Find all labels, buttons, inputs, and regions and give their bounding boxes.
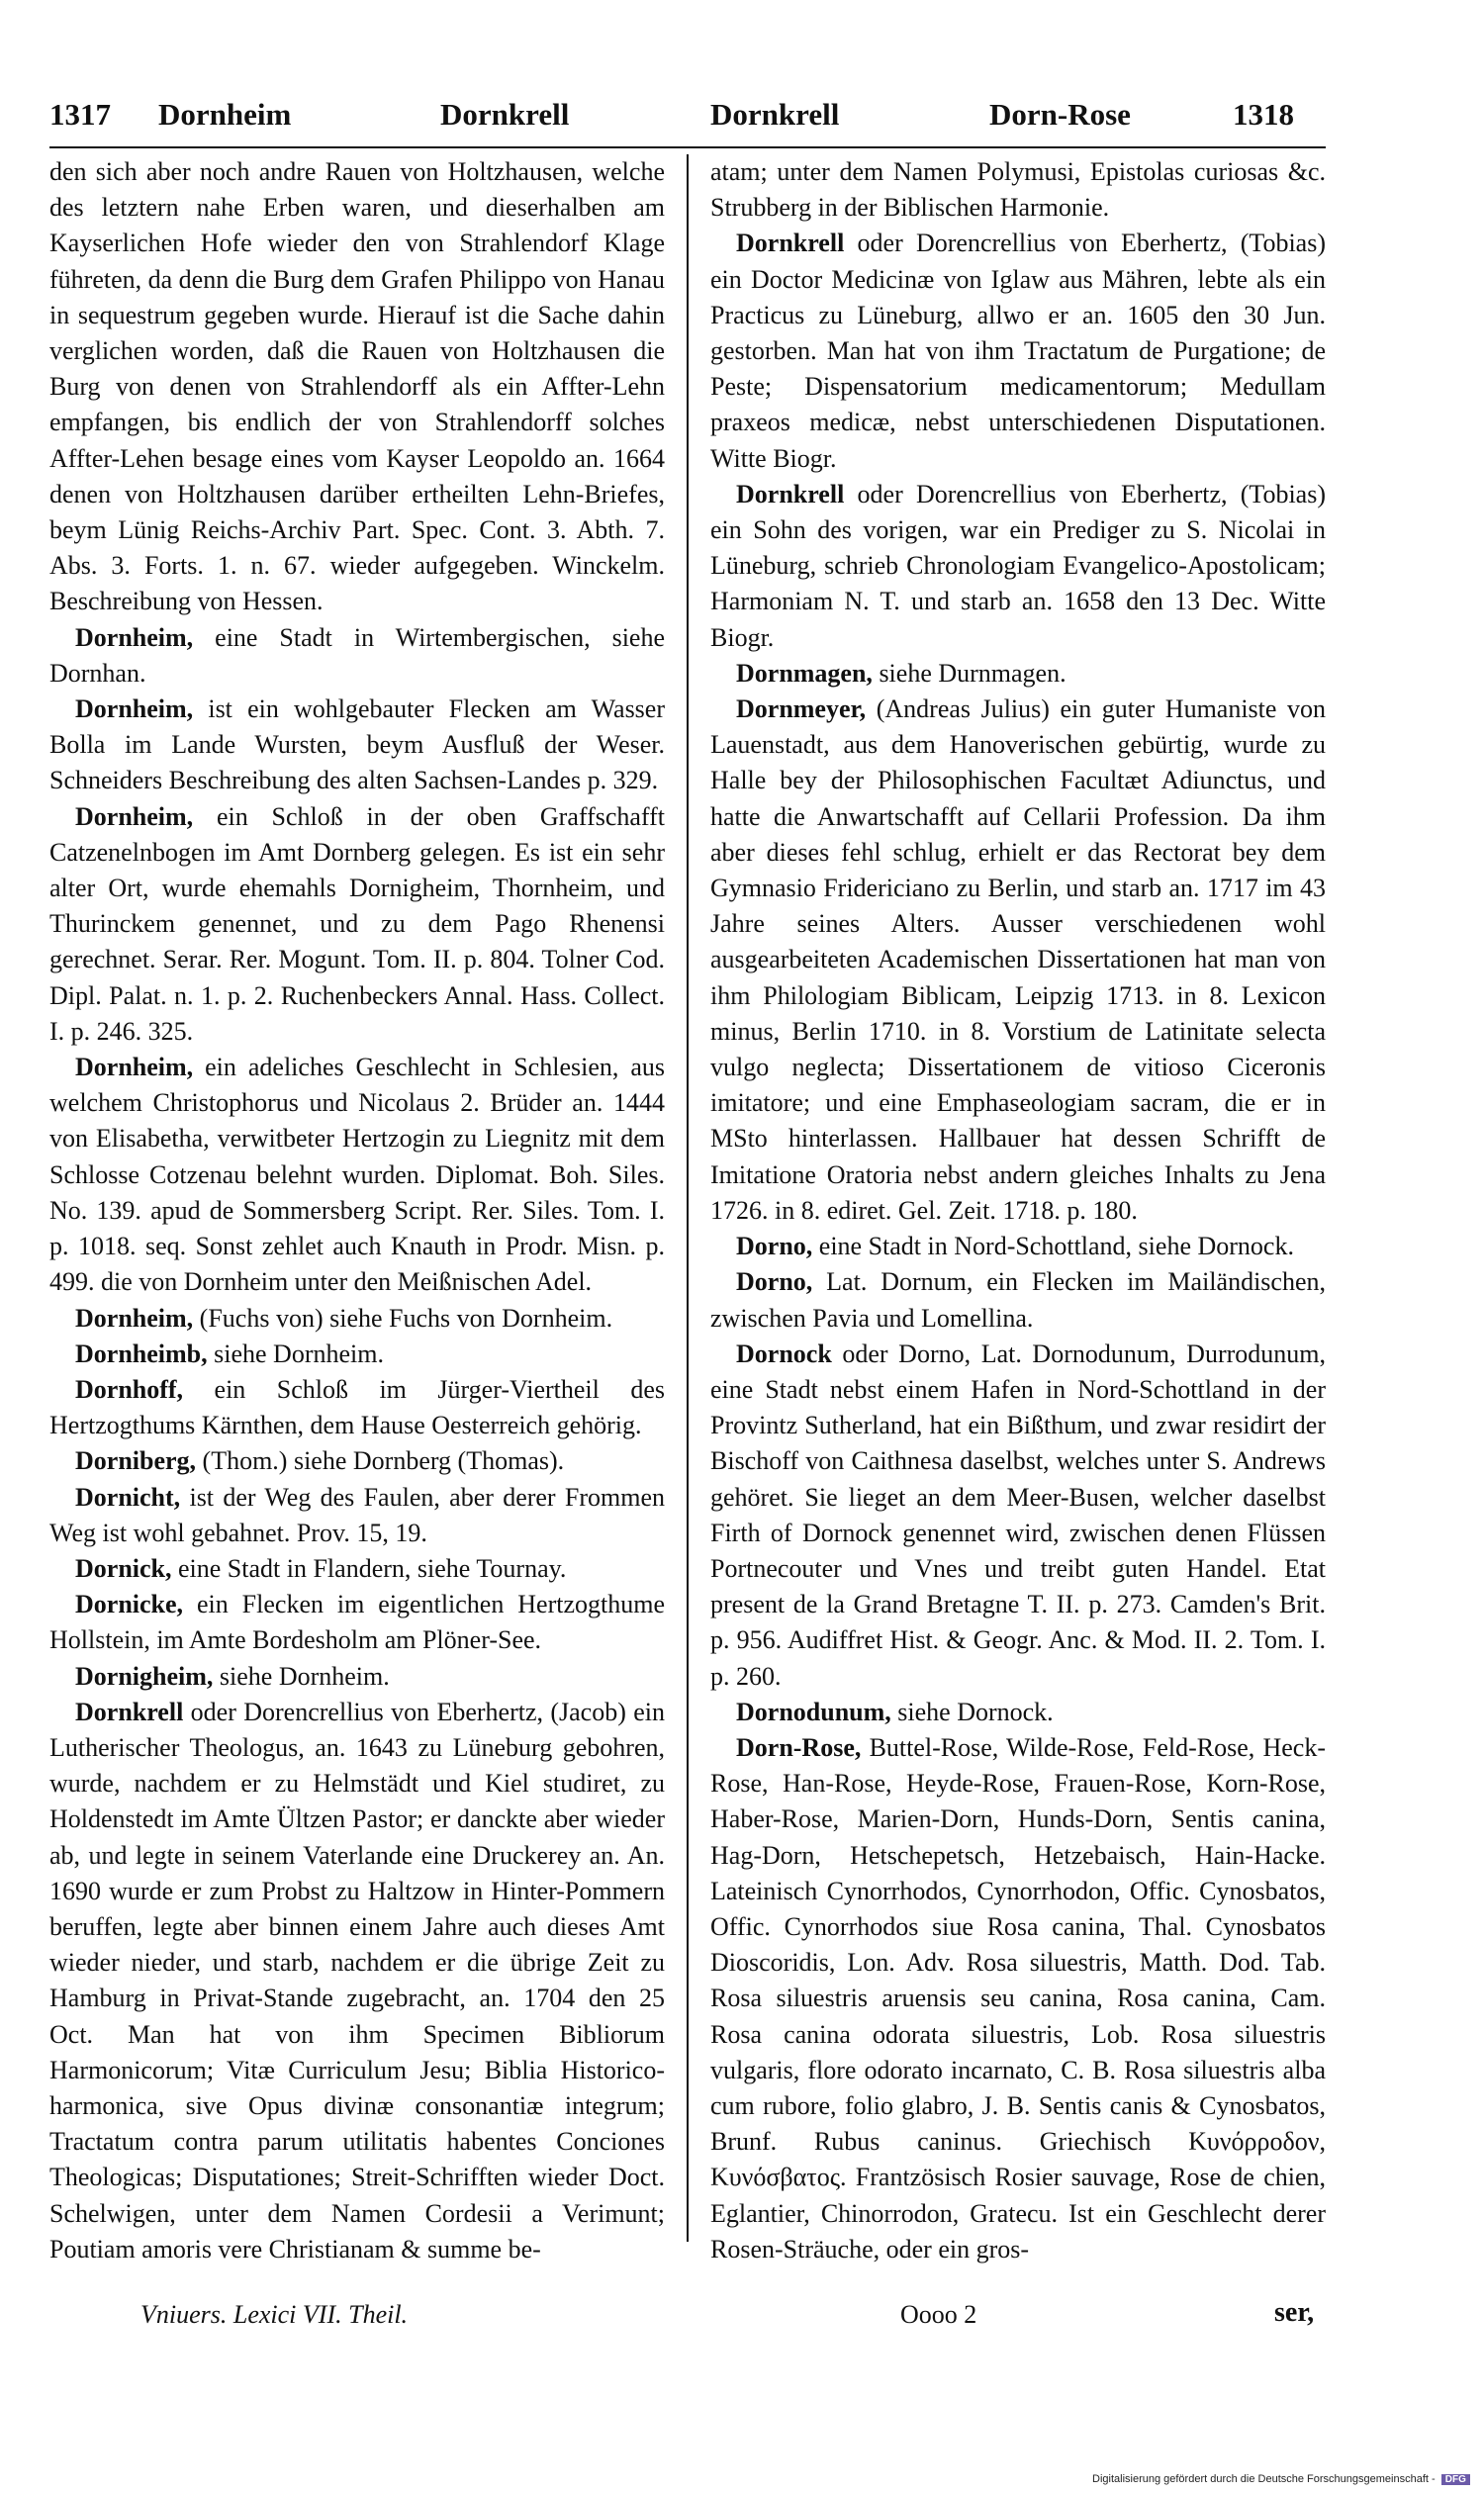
entry-text: (Fuchs von) siehe Fuchs von Dornheim.: [199, 1303, 613, 1333]
right-column: [710, 154, 1326, 2291]
entry-lemma: Dornkrell: [736, 479, 845, 508]
entry-text: ein Schloß in der oben Graffschafft Catzenelnbogen im Amt Dornberg gelegen. Es ist ein sehr alter Ort, wurde ehemahls Dornigheim, Thornheim, und Thurinckem genennet, und zu dem Pago Rhenensi gerechnet. Serar. Rer. Mogunt. Tom. II. p. 804. Tolner Cod. Dipl. Palat. n. 1. p. 2. Ruchenbeckers Annal. Hass. Collect. I. p. 246. 325.: [49, 801, 665, 1046]
lexicon-entry: [49, 1337, 665, 1372]
entry-text: siehe Durnmagen.: [879, 658, 1067, 688]
entry-text: eine Stadt in Flandern, siehe Tournay.: [178, 1553, 567, 1583]
entry-text: Lat. Dornum, ein Flecken im Mailändischen, zwischen Pavia und Lomellina.: [710, 1267, 1326, 1333]
entry-text: (Thom.) siehe Dornberg (Thomas).: [202, 1446, 565, 1476]
lexicon-entry: [710, 154, 1326, 226]
lexicon-entry: [710, 1695, 1326, 1730]
entry-text: eine Stadt in Wirtembergischen, siehe Dornhan.: [49, 622, 665, 688]
lexicon-entry: [710, 1730, 1326, 2267]
lexicon-entry: [49, 1551, 665, 1587]
entry-lemma: Dornheim,: [75, 801, 194, 831]
footer-signature: Oooo 2: [900, 2300, 977, 2329]
lexicon-entry: [710, 1337, 1326, 1695]
entry-lemma: Dornhoff,: [75, 1374, 184, 1404]
lexicon-entry: [49, 1480, 665, 1551]
entry-lemma: Dornicke,: [75, 1590, 184, 1619]
entry-lemma: Dornheim,: [75, 1303, 194, 1333]
entry-text: siehe Dornock.: [897, 1697, 1054, 1726]
entry-lemma: Dornheim,: [75, 622, 194, 652]
entry-lemma: Dornmeyer,: [736, 694, 867, 724]
lexicon-entry: [710, 656, 1326, 692]
lexicon-entry: [49, 1587, 665, 1658]
lexicon-entry: [710, 692, 1326, 1229]
lexicon-entry: [49, 1659, 665, 1695]
entry-lemma: Dornodunum,: [736, 1697, 891, 1726]
lexicon-entry: [49, 620, 665, 692]
entry-lemma: Dorno,: [736, 1232, 813, 1261]
entry-text: oder Dorno, Lat. Dornodunum, Durrodunum, eine Stadt nebst einem Hafen in Nord-Schottland in der Provintz Sutherland, hat ein Bißthum, und zwar residirt der Bischoff von Caithnesa daselbst, welches unter S. Andrews gehöret. Sie lieget an dem Meer-Busen, welcher daselbst Firth of Dornock genennet wird, zwischen denen Flüssen Portnecouter und Vnes und treibt guten Handel. Etat present de la Grand Bretagne T. II. p. 273. Camden's Brit. p. 956. Audiffret Hist. & Geogr. Anc. & Mod. II. 2. Tom. I. p. 260.: [710, 1339, 1326, 1691]
header-rule: [49, 146, 1326, 148]
lexicon-entry: [49, 1372, 665, 1443]
header-catchword-1: Dornheim: [158, 97, 292, 132]
entry-text: siehe Dornheim.: [219, 1661, 390, 1691]
entry-lemma: Dornkrell: [736, 229, 845, 258]
entry-lemma: Dornkrell: [75, 1697, 184, 1726]
digitization-credit: [1092, 2473, 1470, 2485]
entry-lemma: Dorniberg,: [75, 1446, 197, 1476]
header-catchword-2: Dornkrell: [440, 97, 570, 132]
credit-text: Digitalisierung gefördert durch die Deutsche Forschungsgemeinschaft -: [1092, 2473, 1436, 2485]
entry-text: ist der Weg des Faulen, aber derer Frommen Weg ist wohl gebahnet. Prov. 15, 19.: [49, 1482, 665, 1547]
lexicon-entry: [49, 1695, 665, 2267]
entry-lemma: Dornick,: [75, 1553, 172, 1583]
entry-text: oder Dorencrellius von Eberhertz, (Jacob) ein Lutherischer Theologus, an. 1643 zu Lüneburg gebohren, wurde, nachdem er zu Helmstädt und Kiel studiret, zu Holdenstedt im Amte Ültzen Pastor; er danckte aber wieder ab, und legte in seinem Vaterlande eine Druckerey an. An. 1690 wurde er zum Probst zu Haltzow in Hinter-Pommern beruffen, legte aber binnen einem Jahre auch dieses Amt wieder nieder, und starb, nachdem er die übrige Zeit zu Hamburg in Privat-Stande zugebracht, an. 1704 den 25 Oct. Man hat von ihm Specimen Bibliorum Harmonicorum; Vitæ Curriculum Jesu; Biblia Historico-harmonica, sive Opus divinæ consonantiæ integrum; Tractatum contra parum utilitatis habentes Conciones Theologicas; Disputationes; Streit-Schrifften wieder Doct. Schelwigen, unter dem Namen Cordesii a Verimunt; Poutiam amoris vere Christianam & summe be-: [49, 1697, 665, 2263]
footer-catchword: ser,: [1274, 2297, 1315, 2328]
entry-text: eine Stadt in Nord-Schottland, siehe Dornock.: [818, 1232, 1294, 1261]
lexicon-entry: [49, 799, 665, 1050]
header-catchword-3: Dornkrell: [710, 97, 840, 132]
entry-lemma: Dornheim,: [75, 1053, 194, 1082]
lexicon-entry: [710, 1229, 1326, 1264]
lexicon-entry: [49, 154, 665, 620]
entry-lemma: Dornheim,: [75, 694, 194, 724]
entry-text: atam; unter dem Namen Polymusi, Epistolas curiosas &c. Strubberg in der Biblischen Harmonie.: [710, 157, 1326, 223]
entry-lemma: Dorno,: [736, 1267, 813, 1297]
lexicon-entry: [710, 226, 1326, 476]
lexicon-entry: [49, 1443, 665, 1479]
page-number-left: 1317: [49, 97, 111, 132]
entry-lemma: Dornigheim,: [75, 1661, 214, 1691]
header-catchword-4: Dorn-Rose: [989, 97, 1131, 132]
entry-text: ein adeliches Geschlecht in Schlesien, aus welchem Christophorus und Nicolaus 2. Brüder an. 1444 von Elisabetha, verwitbeter Hertzogin zu Liegnitz mit dem Schlosse Cotzenau belehnt wurden. Diplomat. Boh. Siles. No. 139. apud de Sommersberg Script. Rer. Siles. Tom. I. p. 1018. seq. Sonst zehlet auch Knauth in Prodr. Misn. p. 499. die von Dornheim unter den Meißnischen Adel.: [49, 1053, 665, 1297]
entry-lemma: Dornheimb,: [75, 1339, 208, 1368]
entry-text: den sich aber noch andre Rauen von Holtzhausen, welche des letztern nahe Erben waren, und dieserhalben am Kayserlichen Hofe wieder den von Strahlendorf Klage führeten, da denn die Burg dem Grafen Philippo von Hanau in sequestrum gegeben wurde. Hierauf ist die Sache dahin verglichen worden, daß die Rauen von Holtzhausen die Burg von denen von Strahlendorff als ein Affter-Lehn empfangen, bis endlich der von Strahlendorff solches Affter-Lehen besage eines vom Kayser Leopoldo an. 1664 denen von Holtzhausen darüber ertheilten Lehn-Briefes, beym Lünig Reichs-Archiv Part. Spec. Cont. 3. Abth. 7. Abs. 3. Forts. 1. n. 67. wieder aufgegeben. Winckelm. Beschreibung von Hessen.: [49, 157, 665, 616]
entry-text: oder Dorencrellius von Eberhertz, (Tobias) ein Sohn des vorigen, war ein Prediger zu S. Nicolai in Lüneburg, schrieb Chronologiam Evangelico-Apostolicam; Harmoniam N. T. und starb an. 1658 den 13 Dec. Witte Biogr.: [710, 479, 1326, 652]
book-page: [49, 89, 1326, 2424]
lexicon-entry: [710, 1264, 1326, 1336]
entry-text: (Andreas Julius) ein guter Humaniste von Lauenstadt, aus dem Hanoverischen gebürtig, wurde zu Halle bey der Philosophischen Facultæt Adiunctus, und hatte die Anwartschafft auf Cellarii Profession. Da ihm aber dieses fehl schlug, erhielt er das Rectorat bey dem Gymnasio Fridericiano zu Berlin, und starb an. 1717 im 43 Jahre seines Alters. Ausser verschiedenen wohl ausgearbeiteten Academischen Dissertationen hat man von ihm Philologiam Biblicam, Leipzig 1713. in 8. Lexicon minus, Berlin 1710. in 8. Vorstium de Latinitate selecta vulgo neglecta; Dissertationem de vitioso Ciceronis imitatore; und eine Emphaseologiam sacram, die er in MSto hinterlassen. Hallbauer hat dessen Schrifft de Imitatione Oratoria nebst andern gleiches Inhalts zu Jena 1726. in 8. ediret. Gel. Zeit. 1718. p. 180.: [710, 694, 1326, 1225]
lexicon-entry: [49, 1301, 665, 1337]
dfg-logo-icon: DFG: [1441, 2474, 1470, 2485]
lexicon-entry: [710, 477, 1326, 656]
column-divider: [687, 154, 689, 2242]
entry-text: Buttel-Rose, Wilde-Rose, Feld-Rose, Heck-Rose, Han-Rose, Heyde-Rose, Frauen-Rose, Korn-Rose, Haber-Rose, Marien-Dorn, Hunds-Dorn, Sentis canina, Hag-Dorn, Hetschepetsch, Hetzebaisch, Hain-Hacke. Lateinisch Cynorrhodos, Cynorrhodon, Offic. Cynosbatos, Offic. Cynorrhodos siue Rosa canina, Thal. Cynosbatos Dioscoridis, Lon. Adv. Rosa siluestris, Matth. Dod. Tab. Rosa siluestris aruensis seu canina, Rosa canina, Cam. Rosa canina odorata siluestris, Lob. Rosa siluestris vulgaris, flore odorato incarnato, C. B. Rosa siluestris alba cum rubore, folio glabro, J. B. Sentis canis & Cynosbatos, Brunf. Rubus caninus. Griechisch Κυνόρροδον, Κυνόσβατος. Frantzösisch Rosier sauvage, Rose de chien, Eglantier, Chinorrodon, Gratecu. Ist ein Geschlecht derer Rosen-Sträuche, oder ein gros-: [710, 1732, 1326, 2263]
running-header: [49, 89, 1326, 148]
entry-text: oder Dorencrellius von Eberhertz, (Tobias) ein Doctor Medicinæ von Iglaw aus Mähren, lebte als ein Practicus zu Lüneburg, allwo er an. 1605 den 30 Jun. gestorben. Man hat von ihm Tractatum de Purgatione; de Peste; Dispensatorium medicamentorum; Medullam praxeos medicæ, nebst unterschiedenen Disputationen. Witte Biogr.: [710, 229, 1326, 473]
entry-text: siehe Dornheim.: [214, 1339, 384, 1368]
entry-text: ein Flecken im eigentlichen Hertzogthume Hollstein, im Amte Bordesholm am Plöner-See.: [49, 1590, 665, 1655]
entry-lemma: Dornicht,: [75, 1482, 181, 1512]
footer-running-title: Vniuers. Lexici VII. Theil.: [140, 2300, 409, 2329]
left-column: [49, 154, 665, 2291]
entry-lemma: Dornmagen,: [736, 658, 873, 688]
page-number-right: 1318: [1233, 97, 1294, 132]
entry-lemma: Dorn-Rose,: [736, 1732, 862, 1762]
entry-lemma: Dornock: [736, 1339, 832, 1368]
lexicon-entry: [49, 692, 665, 799]
entry-text: ist ein wohlgebauter Flecken am Wasser Bolla im Lande Wursten, beym Ausfluß der Weser. Schneiders Beschreibung des alten Sachsen-Landes p. 329.: [49, 694, 665, 795]
entry-text: ein Schloß im Jürger-Viertheil des Hertzogthums Kärnthen, dem Hause Oesterreich gehörig.: [49, 1374, 665, 1440]
lexicon-entry: [49, 1050, 665, 1300]
